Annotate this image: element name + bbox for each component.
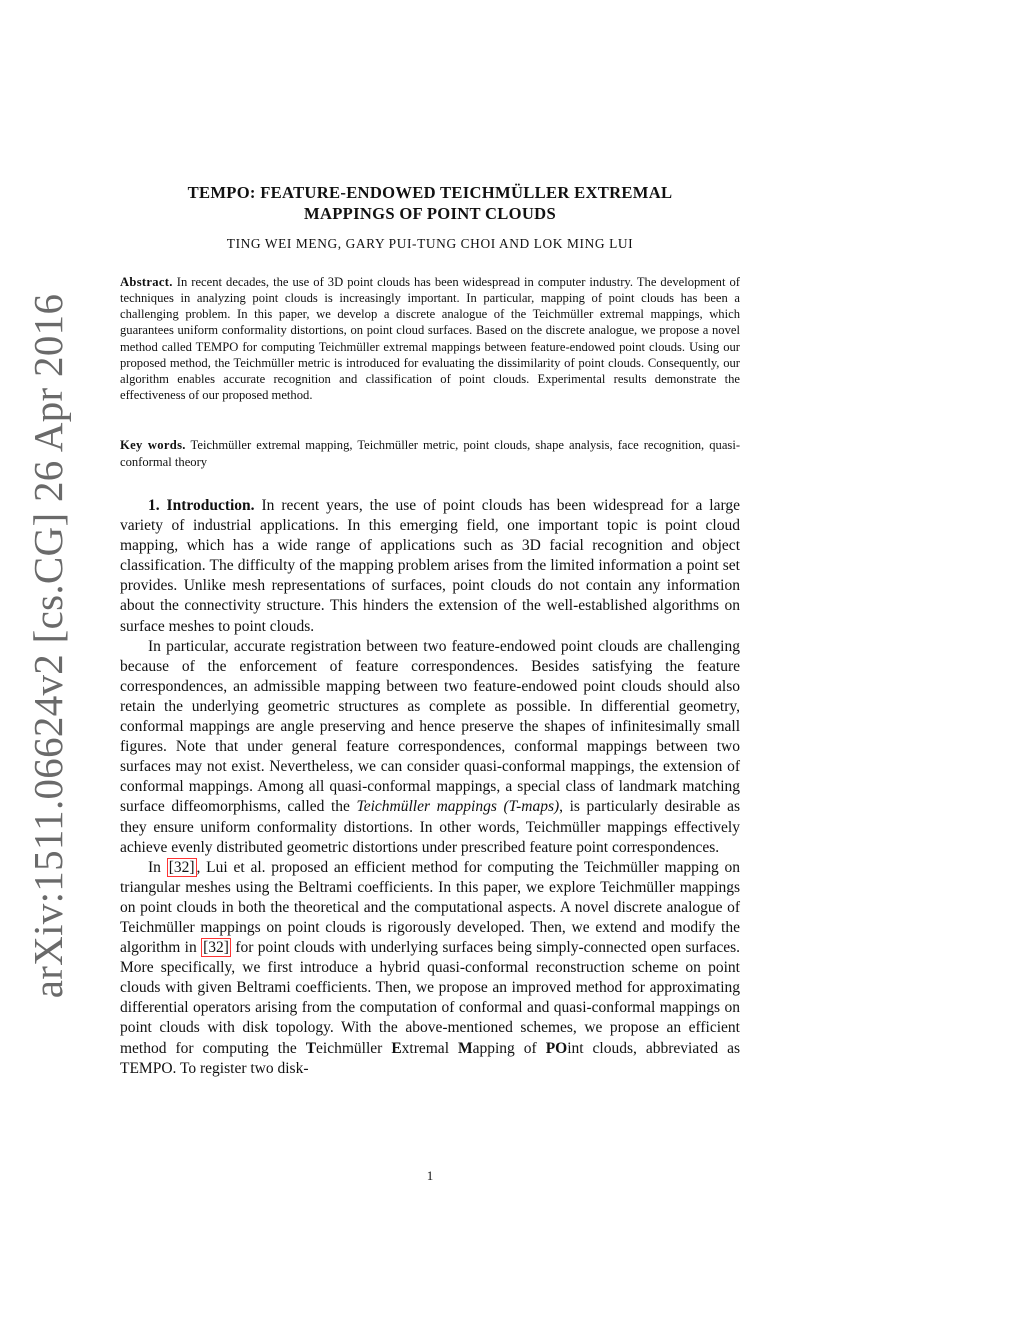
intro-paragraph-3-text-b: , Lui et al. proposed an efficient method for computing the Teichmüller mapping on triangular meshes using the Beltrami coefficients. In this paper, we explore Teichmüller mappings on point clouds in both the theoretical and the computational aspects. A novel discrete analogue of Teichmüller mappings on point clouds is rigorously developed. Then, we extend and modify the algorithm in — [120, 858, 740, 957]
keywords-heading: Key words. — [120, 438, 186, 452]
keywords-text: Teichmüller extremal mapping, Teichmüller metric, point clouds, shape analysis, face recognition, quasi-conformal theory — [120, 438, 741, 469]
author-list: TING WEI MENG, GARY PUI-TUNG CHOI AND LOK MING LUI — [226, 236, 634, 251]
arxiv-identifier-text: arXiv:1511.06624v2 [cs.CG] 26 Apr 2016 — [25, 293, 71, 999]
abstract-section — [120, 274, 740, 403]
intro-paragraph-2-text-a: In particular, accurate registration between two feature-endowed point clouds are challenging because of the enforcement of feature correspondences. Besides satisfying the feature correspondences, an admissible mapping between two feature-endowed point clouds should also retain the underlying geometric structures as complete as possible. In differential geometry, conformal mappings are angle preserving and hence preserve the shapes of infinitesimally small figures. Note that under general feature correspondences, conformal mappings between two surfaces may not exist. Nevertheless, we can consider quasi-conformal mappings, the extension of conformal mappings. Among all quasi-conformal mappings, a special class of landmark matching surface diffeomorphisms, called the — [120, 637, 740, 816]
title-line-2: MAPPINGS OF POINT CLOUDS — [304, 204, 556, 223]
acronym-rest-m: apping of — [472, 1039, 537, 1057]
intro-paragraph-3-text-c: for point clouds with underlying surfaces being simply-connected open surfaces. More specifically, we first introduce a hybrid quasi-conformal reconstruction scheme on point clouds with given Beltrami coefficients. Then, we propose an improved method for approximating differential operators arising from the computation of conformal and quasi-conformal mappings on point clouds with disk topology. With the above-mentioned schemes, we propose an efficient method for computing the — [120, 939, 741, 1057]
intro-paragraph-3 — [120, 858, 740, 1079]
intro-paragraph-2 — [120, 637, 740, 858]
intro-paragraph-2-text-b: , is particularly desirable as they ensure uniform conformality distortions. In other words, Teichmüller mappings effectively achieve evenly distributed geometric distortions under prescribed feature point correspondences. — [120, 798, 741, 856]
abstract-heading: Abstract. — [120, 275, 173, 289]
acronym-letter-e: E — [391, 1039, 402, 1057]
paper-title — [120, 182, 740, 224]
intro-heading: 1. Introduction. — [148, 497, 255, 514]
arxiv-identifier-stamp — [25, 293, 71, 999]
keywords-section — [120, 437, 740, 470]
citation-link-32-second[interactable]: [32] — [203, 939, 229, 957]
acronym-letter-t: T — [305, 1039, 317, 1057]
acronym-rest-t: eichmüller — [316, 1039, 383, 1057]
intro-paragraph-3-text-a: In — [148, 858, 161, 876]
intro-paragraph-1-text: In recent years, the use of point clouds has been widespread for a large variety of industrial applications. In this emerging field, one important topic is point cloud mapping, which has a wide range of applications such as 3D facial recognition and object classification. The difficulty of the mapping problem arises from the limited information a point set provides. Unlike mesh representations of surfaces, point clouds do not contain any information about the connectivity structure. This hinders the extension of the well-established algorithms on surface meshes to point clouds. — [120, 497, 741, 635]
abstract-text: In recent decades, the use of 3D point clouds has been widespread in computer industry. The development of techniques in analyzing point clouds is increasingly important. In particular, mapping of point clouds has been a challenging problem. In this paper, we develop a discrete analogue of the Teichmüller extremal mappings, which guarantees uniform conformality distortions, on point cloud surfaces. Based on the discrete analogue, we propose a novel method called TEMPO for computing Teichmüller extremal mappings between feature-endowed point clouds. Using our proposed method, the Teichmüller metric is introduced for evaluating the dissimilarity of point clouds. Consequently, our algorithm enables accurate recognition and classification of point clouds. Experimental results demonstrate the effectiveness of our proposed method. — [120, 275, 740, 403]
intro-paragraph-1 — [120, 496, 740, 637]
introduction-section — [120, 496, 740, 1079]
title-line-1: TEMPO: FEATURE-ENDOWED TEICHMÜLLER EXTREMAL — [187, 183, 673, 202]
citation-link-32[interactable]: [32] — [168, 858, 195, 876]
page-number: 1 — [426, 1168, 434, 1183]
acronym-rest-po: int clouds, abbreviated as TEMPO. To register two disk- — [120, 1039, 741, 1077]
acronym-letters-po: PO — [545, 1039, 568, 1057]
acronym-rest-e: xtremal — [401, 1039, 449, 1057]
acronym-letter-m: M — [457, 1039, 473, 1057]
t-maps-term: Teichmüller mappings (T-maps) — [356, 798, 560, 816]
